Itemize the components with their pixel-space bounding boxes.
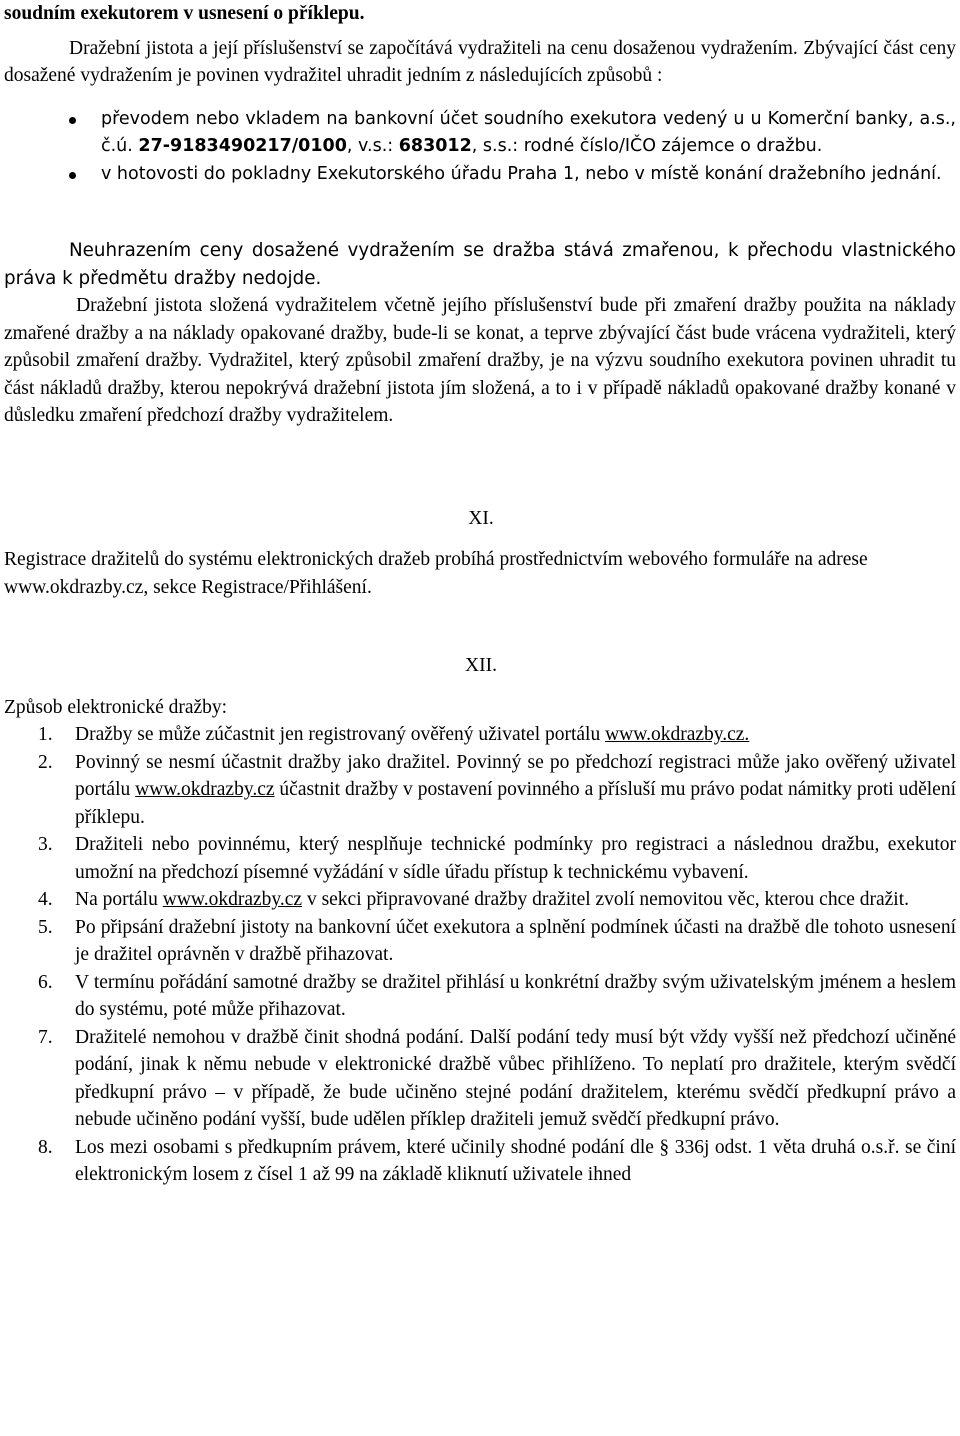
list-item: [4, 721, 956, 749]
item-number: 3.: [38, 834, 53, 855]
payment-method-cash: [4, 161, 956, 189]
section-xii-intro: Způsob elektronické dražby:: [4, 696, 228, 718]
item-number: 7.: [38, 1026, 53, 1048]
bank-text-before: převodem nebo vkladem na bankovní účet soudního exekutora vedený u u Komerční banky, a.s., č.ú.: [101, 108, 956, 156]
continuation-line: soudním exekutorem v usnesení o příklepu.: [4, 3, 365, 24]
paragraph-neuhrazeni: Neuhrazením ceny dosažené vydražením se dražba stává zmařenou, k přechodu vlastnického práva k předmětu dražby nedojde.: [4, 240, 956, 289]
variable-symbol: 683012: [398, 136, 472, 156]
item-text-after: v sekci připravované dražby dražitel zvolí nemovitou věc, kterou chce dražit.: [302, 889, 910, 910]
item-number: 1.: [38, 724, 53, 745]
paragraph-dražební-jistota: Dražební jistota a její příslušenství se započítává vydražiteli na cenu dosaženou vydražením. Zbývající část ceny dosažené vydražením je povinen vydražitel uhradit jedním z následujících způsobů :: [4, 37, 956, 86]
item-text: Dražiteli nebo povinnému, který nesplňuje technické podmínky pro registraci a následnou dražbu, exekutor umožní na předchozí písemné vyžádání v sídle úřadu přístup k technickému vybavení.: [75, 834, 956, 883]
section-xii-heading: XII.: [465, 655, 497, 676]
item-text: Po připsání dražební jistoty na bankovní účet exekutora a splnění podmínek účasti na dražbě dle tohoto usnesení je dražitel oprávněn v dražbě přihazovat.: [75, 916, 956, 965]
item-text: V termínu pořádání samotné dražby se dražitel přihlásí u konkrétní dražby svým uživatelským jménem a heslem do systému, poté může přihazovat.: [75, 971, 956, 1020]
okdrazby-link[interactable]: www.okdrazby.cz: [135, 779, 275, 800]
item-text: Dražby se může zúčastnit jen registrovaný ověřený uživatel portálu: [75, 724, 606, 745]
item-number: 8.: [38, 1136, 53, 1158]
list-item: [4, 1024, 956, 1134]
okdrazby-link[interactable]: www.okdrazby.cz.: [605, 724, 750, 745]
item-number: 2.: [38, 751, 53, 773]
list-item: [4, 914, 956, 969]
bank-text-after: , s.s.: rodné číslo/IČO zájemce o dražbu.: [471, 136, 823, 156]
item-number: 6.: [38, 971, 53, 993]
item-text-after: účastnit dražby v postavení povinného a přísluší mu právo podat námitky proti udělení příklepu.: [75, 779, 956, 828]
paragraph-zmareni: Dražební jistota složená vydražitelem včetně jejího příslušenství bude při zmaření dražby použita na náklady zmařené dražby a na náklady opakované dražby, bude-li se konat, a teprve zbývající část bude vrácena vydražiteli, který způsobil zmaření dražby. Vydražitel, který způsobil zmaření dražby, je na výzvu soudního exekutora povinen uhradit tu část nákladů dražby, kterou nepokrývá dražební jistota jím složená, a to i v případě nákladů opakované dražby konané v důsledku zmaření předchozí dražby vydražitelem.: [4, 295, 956, 426]
list-item: [4, 886, 956, 914]
bullet-icon: [69, 117, 76, 124]
payment-methods-list: [4, 106, 956, 189]
okdrazby-link[interactable]: www.okdrazby.cz: [162, 889, 303, 910]
cash-text: v hotovosti do pokladny Exekutorského úřadu Praha 1, nebo v místě konání dražebního jednání.: [101, 163, 942, 184]
bank-text-mid: , v.s.:: [346, 136, 399, 156]
bank-account-number: 27-9183490217/0100: [138, 136, 347, 156]
item-text: Na portálu: [75, 889, 163, 910]
item-number: 4.: [38, 889, 53, 910]
document-page: [4, 0, 956, 1189]
list-item: [4, 749, 956, 832]
section-xi-text: Registrace dražitelů do systému elektronických dražeb probíhá prostřednictvím webového formuláře na adrese www.okdrazby.cz, sekce Registrace/Přihlášení.: [4, 549, 868, 598]
auction-rules-list: [4, 721, 956, 1189]
list-item: [4, 1134, 956, 1189]
item-number: 5.: [38, 916, 53, 938]
list-item: [4, 831, 956, 886]
item-text: Los mezi osobami s předkupním právem, které učinily shodné podání dle § 336j odst. 1 věta druhá o.s.ř. se činí elektronickým losem z čísel 1 až 99 na základě kliknutí uživatele ihned: [75, 1136, 956, 1185]
item-text: Povinný se nesmí účastnit dražby jako dražitel. Povinný se po předchozí registraci může jako ověřený uživatel portálu: [75, 751, 956, 800]
bullet-icon: [69, 172, 76, 179]
payment-method-bank: [4, 106, 956, 161]
section-xi-heading: XI.: [468, 507, 494, 529]
list-item: [4, 969, 956, 1024]
item-text: Dražitelé nemohou v dražbě činit shodná podání. Další podání tedy musí být vždy vyšší než předchozí učiněné podání, jinak k němu nebude v elektronické dražbě vůbec přihlíženo. To neplatí pro dražitele, kterým svědčí předkupní právo – v případě, že bude učiněno stejné podání dražitelem, kterému svědčí předkupní právo a nebude učiněno podání vyšší, bude udělen příklep dražiteli jemuž svědčí předkupní právo.: [75, 1026, 956, 1130]
